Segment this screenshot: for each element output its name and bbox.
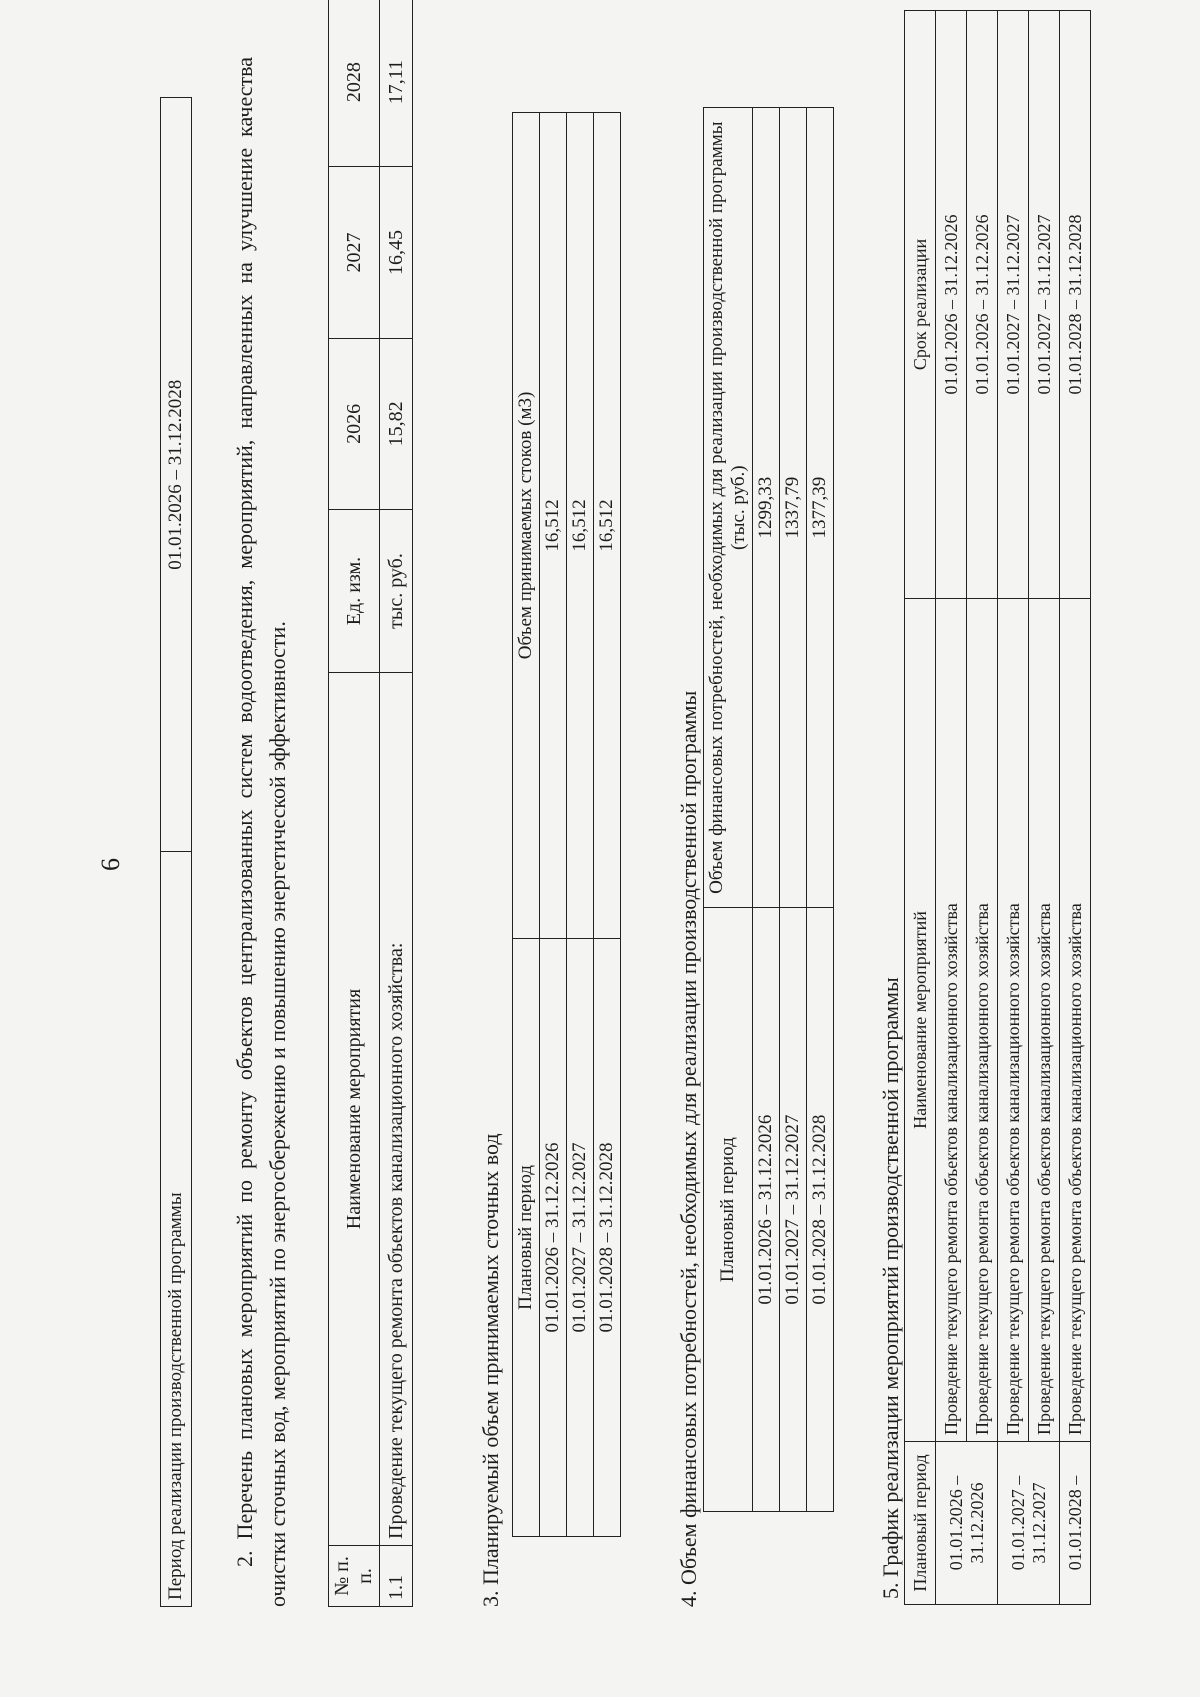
cell-measure: Проведение текущего ремонта объектов канализационного хозяйства xyxy=(967,599,998,1442)
table-row xyxy=(567,113,594,1537)
table-row xyxy=(380,0,413,1607)
table-header-row xyxy=(513,113,540,1537)
schedule-table xyxy=(904,10,1091,1605)
cell-2028: 17,11 xyxy=(380,0,413,167)
program-period-value: 01.01.2026 – 31.12.2028 xyxy=(161,98,192,853)
col-header-period: Плановый период xyxy=(513,938,540,1536)
cell-measure: Проведение текущего ремонта объектов канализационного хозяйства xyxy=(998,599,1029,1442)
cell-volume: 16,512 xyxy=(594,113,621,939)
table-row xyxy=(807,108,834,1512)
cell-deadline: 01.01.2027 – 31.12.2027 xyxy=(998,11,1029,599)
wastewater-volume-table xyxy=(512,112,621,1537)
table-row xyxy=(780,108,807,1512)
cell-deadline: 01.01.2026 – 31.12.2026 xyxy=(936,11,967,599)
col-header-unit: Ед. изм. xyxy=(329,510,380,673)
col-header-measures: Наименование мероприятий xyxy=(905,599,936,1442)
measures-table xyxy=(328,0,413,1607)
cell-amount: 1377,39 xyxy=(807,108,834,908)
table-row xyxy=(1029,11,1060,1605)
col-header-number: № п. п. xyxy=(329,1546,380,1607)
col-header-deadline: Срок реализации xyxy=(905,11,936,599)
financial-needs-table xyxy=(703,107,834,1512)
col-header-2026: 2026 xyxy=(329,338,380,509)
table-row xyxy=(998,11,1029,1605)
cell-period: 01.01.2026 – 31.12.2026 xyxy=(540,938,567,1536)
cell-period: 01.01.2027 – 31.12.2027 xyxy=(567,938,594,1536)
table-row xyxy=(540,113,567,1537)
page-number: 6 xyxy=(96,858,125,871)
cell-period-group: 01.01.2028 – xyxy=(1060,1442,1091,1605)
cell-volume: 16,512 xyxy=(540,113,567,939)
cell-number: 1.1 xyxy=(380,1546,413,1607)
cell-volume: 16,512 xyxy=(567,113,594,939)
program-period-table xyxy=(160,97,192,1607)
table-row xyxy=(161,98,192,1607)
cell-period: 01.01.2027 – 31.12.2027 xyxy=(780,908,807,1512)
cell-2027: 16,45 xyxy=(380,167,413,338)
cell-period-group: 01.01.2026 – 31.12.2026 xyxy=(936,1442,998,1605)
cell-amount: 1337,79 xyxy=(780,108,807,908)
table-header-row xyxy=(329,0,380,1607)
table-row xyxy=(967,11,998,1605)
table-row xyxy=(1060,11,1091,1605)
program-period-label: Период реализации производственной программы xyxy=(161,852,192,1607)
cell-measure: Проведение текущего ремонта объектов канализационного хозяйства xyxy=(1060,599,1091,1442)
cell-2026: 15,82 xyxy=(380,338,413,509)
col-header-period: Плановый период xyxy=(905,1442,936,1605)
col-header-period: Плановый период xyxy=(704,908,753,1512)
section-2-heading xyxy=(228,57,294,1607)
cell-unit: тыс. руб. xyxy=(380,510,413,673)
cell-period: 01.01.2028 – 31.12.2028 xyxy=(807,908,834,1512)
cell-deadline: 01.01.2026 – 31.12.2026 xyxy=(967,11,998,599)
section-2-heading-rest: направленных на улучшение качества очистки сточных вод, мероприятий по энергосбережению и повышению энергетической эффективности. xyxy=(232,56,290,1607)
cell-name: Проведение текущего ремонта объектов канализационного хозяйства: xyxy=(380,673,413,1546)
col-header-2027: 2027 xyxy=(329,167,380,338)
cell-deadline: 01.01.2028 – 31.12.2028 xyxy=(1060,11,1091,599)
col-header-2028: 2028 xyxy=(329,0,380,167)
cell-deadline: 01.01.2027 – 31.12.2027 xyxy=(1029,11,1060,599)
section-4-heading: 4. Объем финансовых потребностей, необходимых для реализации производственной программы xyxy=(676,690,701,1607)
table-header-row xyxy=(905,11,936,1605)
cell-period: 01.01.2026 – 31.12.2026 xyxy=(753,908,780,1512)
col-header-financial-volume: Объем финансовых потребностей, необходимых для реализации производственной программы (тыс. руб.) xyxy=(704,108,753,908)
col-header-volume: Объем принимаемых стоков (м3) xyxy=(513,113,540,939)
section-3-heading: 3. Планируемый объем принимаемых сточных вод xyxy=(478,1133,503,1607)
cell-measure: Проведение текущего ремонта объектов канализационного хозяйства xyxy=(1029,599,1060,1442)
section-5-heading: 5. График реализации мероприятий производственной программы xyxy=(878,977,903,1599)
cell-period-group: 01.01.2027 – 31.12.2027 xyxy=(998,1442,1060,1605)
section-2-heading-lead: 2. Перечень плановых мероприятий по ремонту объектов централизованных систем водоотведения, мероприятий, xyxy=(232,439,257,1567)
cell-period: 01.01.2028 – 31.12.2028 xyxy=(594,938,621,1536)
cell-measure: Проведение текущего ремонта объектов канализационного хозяйства xyxy=(936,599,967,1442)
col-header-name: Наименование мероприятия xyxy=(329,673,380,1546)
cell-amount: 1299,33 xyxy=(753,108,780,908)
table-row xyxy=(753,108,780,1512)
table-header-row xyxy=(704,108,753,1512)
table-row xyxy=(936,11,967,1605)
table-row xyxy=(594,113,621,1537)
